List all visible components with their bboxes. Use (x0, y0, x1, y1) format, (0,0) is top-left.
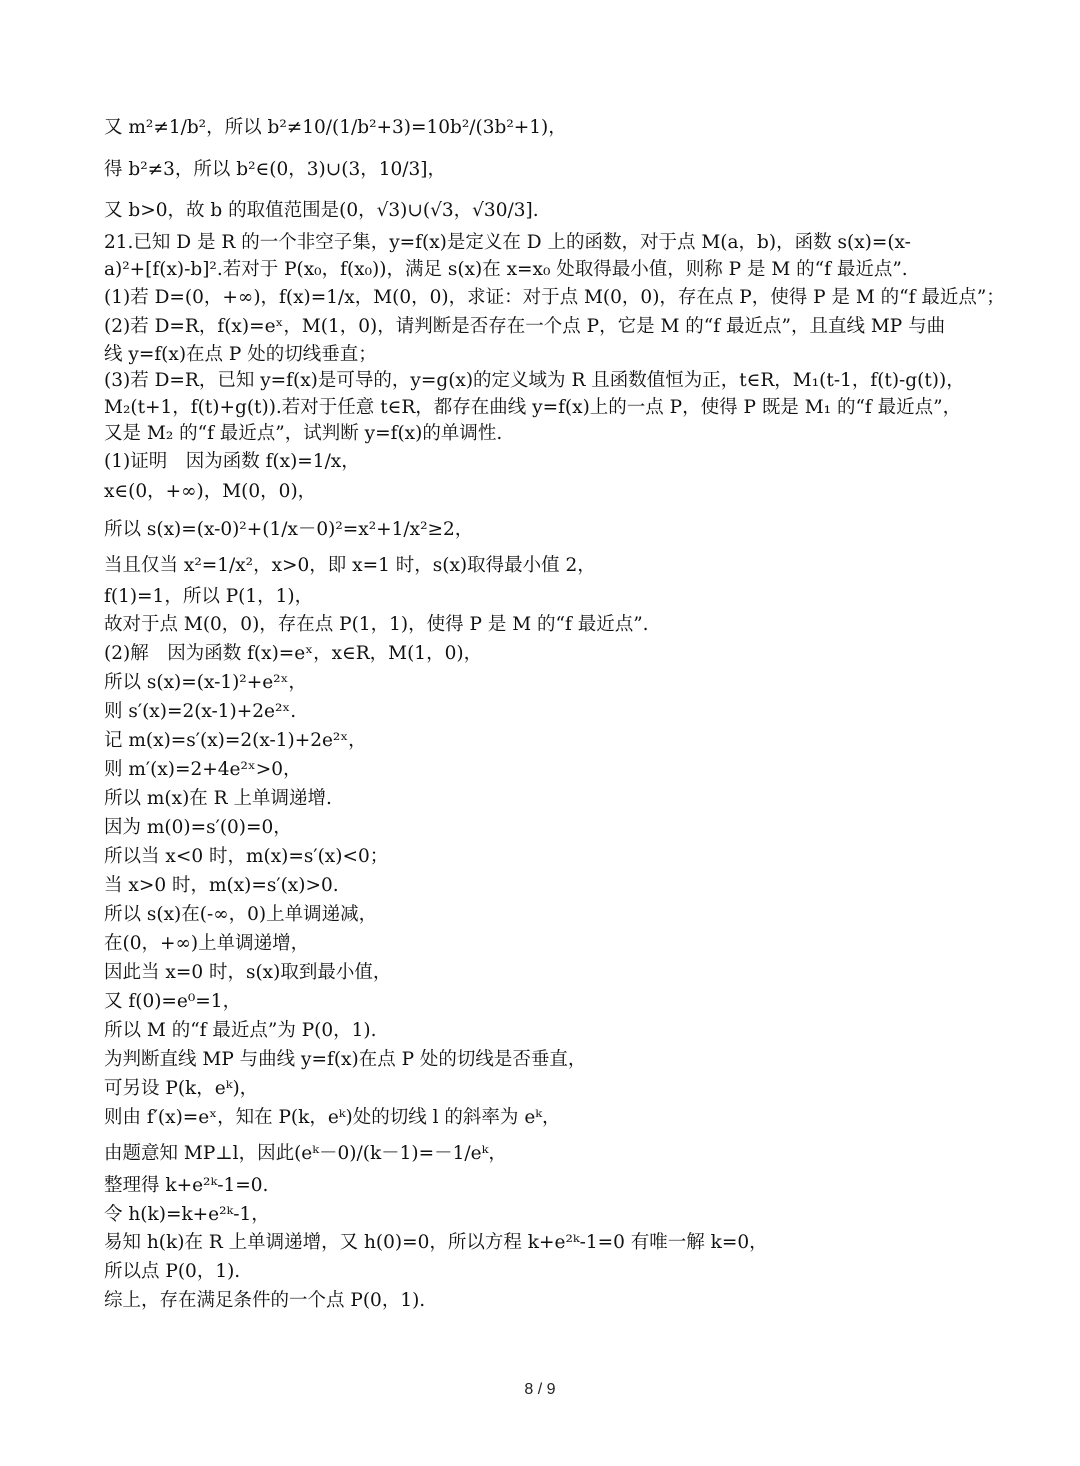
text-line: 当且仅当 x²=1/x²，x>0，即 x=1 时，s(x)取得最小值 2， (104, 555, 596, 576)
text-line: 所以 s(x)在(-∞，0)上单调递减， (104, 904, 378, 925)
text-line: 所以 m(x)在 R 上单调递增. (104, 788, 332, 809)
text-line: 故对于点 M(0，0)，存在点 P(1，1)，使得 P 是 M 的“f 最近点”. (104, 614, 649, 635)
page-number: 8 / 9 (524, 1381, 556, 1398)
text-line: 当 x>0 时，m(x)=s′(x)>0. (104, 875, 339, 896)
text-line: (1)证明 因为函数 f(x)=1/x， (104, 451, 360, 472)
text-line: 又 b>0，故 b 的取值范围是(0，√3)∪(√3，√30/3]. (104, 200, 539, 221)
text-line: f(1)=1，所以 P(1，1)， (104, 586, 314, 607)
text-line: (2)若 D=R，f(x)=eˣ，M(1，0)，请判断是否存在一个点 P，它是 M 的“f 最近点”，且直线 MP 与曲 (104, 316, 946, 337)
text-line: 可另设 P(k，eᵏ)， (104, 1078, 259, 1099)
text-line: a)²+[f(x)-b]².若对于 P(x₀，f(x₀))，满足 s(x)在 x=x₀ 处取得最小值，则称 P 是 M 的“f 最近点”. (104, 259, 908, 280)
text-line: 则 s′(x)=2(x-1)+2e²ˣ. (104, 701, 297, 722)
text-line: 因为 m(0)=s′(0)=0， (104, 817, 292, 838)
text-line: 所以 M 的“f 最近点”为 P(0，1). (104, 1020, 377, 1041)
text-line: (3)若 D=R，已知 y=f(x)是可导的，y=g(x)的定义域为 R 且函数值恒为正，t∈R，M₁(t-1，f(t)-g(t))， (104, 370, 965, 391)
text-line: 令 h(k)=k+e²ᵏ-1， (104, 1204, 270, 1225)
text-line: 又是 M₂ 的“f 最近点”，试判断 y=f(x)的单调性. (104, 423, 503, 444)
text-line: 则由 f′(x)=eˣ，知在 P(k，eᵏ)处的切线 l 的斜率为 eᵏ， (104, 1107, 561, 1128)
text-line: 综上，存在满足条件的一个点 P(0，1). (104, 1290, 426, 1311)
text-line: 21.已知 D 是 R 的一个非空子集，y=f(x)是定义在 D 上的函数，对于点 M(a，b)，函数 s(x)=(x- (104, 232, 911, 253)
text-line: 线 y=f(x)在点 P 处的切线垂直； (104, 344, 377, 365)
text-line: M₂(t+1，f(t)+g(t)).若对于任意 t∈R，都存在曲线 y=f(x)上的一点 P，使得 P 既是 M₁ 的“f 最近点”， (104, 397, 962, 418)
text-line: 易知 h(k)在 R 上单调递增，又 h(0)=0，所以方程 k+e²ᵏ-1=0 有唯一解 k=0， (104, 1232, 768, 1253)
text-line: 为判断直线 MP 与曲线 y=f(x)在点 P 处的切线是否垂直， (104, 1049, 587, 1070)
text-line: 所以当 x<0 时，m(x)=s′(x)<0； (104, 846, 389, 867)
text-line: 由题意知 MP⊥l，因此(eᵏ－0)/(k－1)=－1/eᵏ， (104, 1143, 507, 1164)
text-line: 又 m²≠1/b²，所以 b²≠10/(1/b²+3)=10b²/(3b²+1)， (104, 117, 567, 138)
text-line: 得 b²≠3，所以 b²∈(0，3)∪(3，10/3]， (104, 159, 446, 180)
text-line: 记 m(x)=s′(x)=2(x-1)+2e²ˣ， (104, 730, 367, 751)
text-line: 因此当 x=0 时，s(x)取到最小值， (104, 962, 392, 983)
text-line: x∈(0，+∞)，M(0，0)， (104, 481, 317, 502)
text-line: 整理得 k+e²ᵏ-1=0. (104, 1175, 269, 1196)
text-line: 所以 s(x)=(x-1)²+e²ˣ， (104, 672, 307, 693)
text-line: 所以 s(x)=(x-0)²+(1/x－0)²=x²+1/x²≥2， (104, 519, 474, 540)
text-line: 又 f(0)=e⁰=1， (104, 991, 242, 1012)
text-line: (2)解 因为函数 f(x)=eˣ，x∈R，M(1，0)， (104, 643, 483, 664)
text-line: 所以点 P(0，1). (104, 1261, 241, 1282)
text-line: 则 m′(x)=2+4e²ˣ>0， (104, 759, 302, 780)
text-line: 在(0，+∞)上单调递增， (104, 933, 310, 954)
text-line: (1)若 D=(0，+∞)，f(x)=1/x，M(0，0)，求证：对于点 M(0，0)，存在点 P，使得 P 是 M 的“f 最近点”； (104, 287, 1005, 308)
